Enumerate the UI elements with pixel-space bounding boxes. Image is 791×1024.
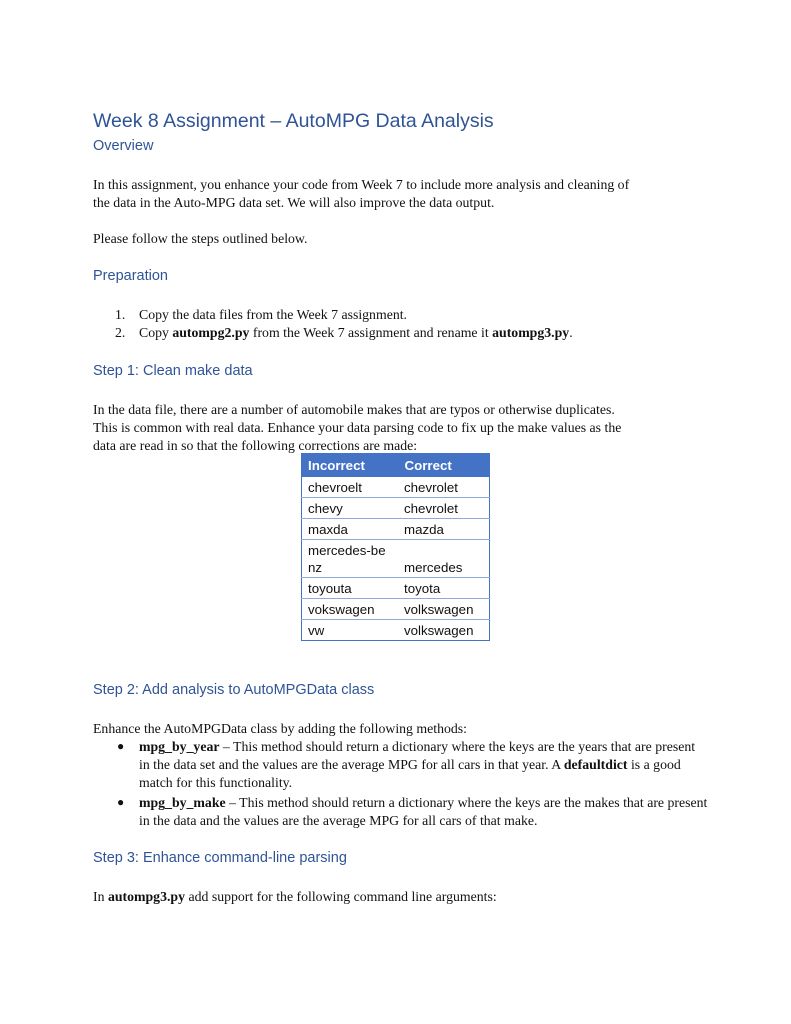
text-run: from the Week 7 assignment and rename it [249, 325, 493, 340]
step3-paragraph [93, 888, 713, 906]
table-header-row [302, 454, 490, 477]
step2-heading: Step 2: Add analysis to AutoMPGData class [93, 682, 375, 698]
overview-line-1: In this assignment, you enhance your code from Week 7 to include more analysis and cleaning of [93, 177, 630, 192]
filename-autompg3: autompg3.py [107, 889, 186, 904]
bullet-icon: ● [117, 739, 125, 753]
cell-incorrect: vokswagen [302, 599, 399, 620]
cell-correct: volkswagen [398, 599, 490, 620]
text-run: In [93, 889, 108, 904]
table-row [302, 578, 490, 599]
cell-incorrect: maxda [302, 519, 399, 540]
table-row [302, 599, 490, 620]
list-number: 2. [115, 325, 126, 340]
text-run: – This method should return a dictionary where the keys are the years that are present in the data set and the values are the average MPG for all cars in that year. A [139, 739, 696, 772]
method-name: mpg_by_make [139, 795, 226, 810]
header-incorrect: Incorrect [302, 454, 399, 477]
step1-line-1: In the data file, there are a number of automobile makes that are typos or otherwise duplicates. [93, 402, 615, 417]
cell-incorrect: chevy [302, 498, 399, 519]
list-text: Copy the data files from the Week 7 assignment. [139, 307, 407, 322]
filename-autompg3: autompg3.py [492, 325, 570, 340]
overview-line-2: the data in the Auto-MPG data set. We will also improve the data output. [93, 195, 495, 210]
step1-line-2: This is common with real data. Enhance your data parsing code to fix up the make values as the [93, 420, 622, 435]
step3-heading: Step 3: Enhance command-line parsing [93, 850, 347, 866]
list-text [139, 324, 573, 342]
table-row [302, 540, 490, 578]
bullet-icon: ● [117, 795, 125, 809]
list-item [0, 324, 791, 342]
bullet-text [139, 738, 709, 792]
text-run: Copy [139, 325, 173, 340]
table-row [302, 620, 490, 641]
table-row [302, 477, 490, 498]
overview-instruction: Please follow the steps outlined below. [93, 231, 308, 246]
cell-incorrect: mercedes-benz [302, 540, 399, 578]
text-run: add support for the following command line arguments: [185, 889, 497, 904]
cell-incorrect: chevroelt [302, 477, 399, 498]
cell-correct: chevrolet [398, 498, 490, 519]
defaultdict-term: defaultdict [563, 757, 628, 772]
overview-paragraph [93, 176, 713, 212]
cell-correct: toyota [398, 578, 490, 599]
step1-line-3: data are read in so that the following corrections are made: [93, 438, 418, 453]
text-run: is a good match for this functionality. [139, 757, 681, 790]
corrections-table [301, 453, 490, 641]
cell-incorrect: toyouta [302, 578, 399, 599]
cell-correct: chevrolet [398, 477, 490, 498]
step1-paragraph [93, 401, 713, 455]
document-title: Week 8 Assignment – AutoMPG Data Analysis [93, 110, 494, 132]
table-row [302, 519, 490, 540]
filename-autompg2: autompg2.py [172, 325, 250, 340]
step2-intro: Enhance the AutoMPGData class by adding the following methods: [93, 721, 467, 736]
table-row [302, 498, 490, 519]
cell-correct: mazda [398, 519, 490, 540]
method-name: mpg_by_year [139, 739, 220, 754]
text-run: . [569, 325, 573, 340]
overview-heading: Overview [93, 138, 154, 154]
list-number: 1. [115, 307, 126, 322]
cell-correct: mercedes [398, 540, 490, 578]
text-run: – This method should return a dictionary where the keys are the makes that are present in the data and the values are the average MPG for all cars of that make. [139, 795, 708, 828]
header-correct: Correct [398, 454, 490, 477]
cell-incorrect: vw [302, 620, 399, 641]
step1-heading: Step 1: Clean make data [93, 363, 253, 379]
preparation-heading: Preparation [93, 268, 168, 284]
list-item [0, 306, 791, 324]
bullet-text [139, 794, 709, 830]
cell-correct: volkswagen [398, 620, 490, 641]
